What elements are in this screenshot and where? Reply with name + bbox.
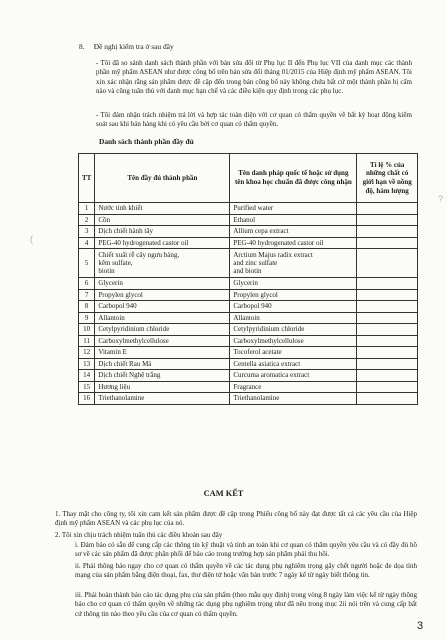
cell-ingredient-name: Dịch chiết Nghệ trắng: [95, 370, 230, 382]
ingredient-row: [79, 381, 418, 393]
ingredient-list-title: Danh sách thành phần đầy đủ: [99, 137, 194, 146]
cell-percent: [357, 289, 418, 301]
cell-tt: 14: [79, 370, 95, 382]
ingredient-row: [79, 347, 418, 359]
header-inci-name: Tên danh pháp quốc tế hoặc sử dụng tên khoa học chuẩn đã được công nhận: [230, 154, 357, 203]
cell-percent: [357, 203, 418, 215]
section-8-heading: [79, 42, 174, 51]
ingredient-table-header: [79, 154, 418, 203]
cell-ingredient-name: Allantoin: [95, 312, 230, 324]
cell-inci-name: Allium cepa extract: [230, 226, 357, 238]
cell-inci-name: PEG-40 hydrogenated castor oil: [230, 237, 357, 249]
cell-inci-name: Fragrance: [230, 381, 357, 393]
cell-percent: [357, 324, 418, 336]
ingredient-row: [79, 324, 418, 336]
cell-inci-name: Curcuma aromatica extract: [230, 370, 357, 382]
cell-percent: [357, 312, 418, 324]
cell-percent: [357, 358, 418, 370]
cell-percent: [357, 381, 418, 393]
cell-tt: 8: [79, 301, 95, 313]
cell-ingredient-name: Propylen glycol: [95, 289, 230, 301]
cell-tt: 1: [79, 203, 95, 215]
commitment-title: CAM KẾT: [203, 489, 244, 498]
margin-mark: ?: [438, 194, 444, 204]
cell-inci-name: Arctium Majus radix extract and zinc sulfate and biotin: [230, 249, 357, 278]
header-percent: Tỉ lệ % của những chất có giới hạn về nồng độ, hàm lượng: [357, 154, 418, 203]
ingredient-table: [78, 153, 418, 405]
cell-ingredient-name: PEG-40 hydrogenated castor oil: [95, 237, 230, 249]
cell-percent: [357, 226, 418, 238]
cell-tt: 3: [79, 226, 95, 238]
ingredient-row: [79, 237, 418, 249]
cell-ingredient-name: Triethanolamine: [95, 393, 230, 405]
cell-tt: 2: [79, 214, 95, 226]
cell-tt: 4: [79, 237, 95, 249]
cell-percent: [357, 301, 418, 313]
ingredient-row: [79, 312, 418, 324]
cell-ingredient-name: Cồn: [95, 214, 230, 226]
cell-tt: 13: [79, 358, 95, 370]
ingredient-row: [79, 370, 418, 382]
header-tt: TT: [79, 154, 95, 203]
cell-inci-name: Allantoin: [230, 312, 357, 324]
margin-mark: (: [30, 234, 33, 244]
cell-inci-name: Purified water: [230, 203, 357, 215]
cell-inci-name: Propylen glycol: [230, 289, 357, 301]
cell-percent: [357, 393, 418, 405]
cell-percent: [357, 278, 418, 290]
cell-ingredient-name: Chiết xuất rễ cây ngưu bàng, kẽm sulfate, biotin: [95, 249, 230, 278]
cell-percent: [357, 335, 418, 347]
cell-tt: 12: [79, 347, 95, 359]
cell-percent: [357, 237, 418, 249]
section-8-title: Đề nghị kiểm tra ở sau đây: [93, 42, 174, 51]
cell-ingredient-name: Vitamin E: [95, 347, 230, 359]
ingredient-row: [79, 393, 418, 405]
ingredient-row: [79, 335, 418, 347]
ingredient-row: [79, 278, 418, 290]
ingredient-row: [79, 214, 418, 226]
commitment-item-2: 2. Tôi xin chịu trách nhiệm tuân thủ các điều khoản sau đây: [55, 531, 223, 539]
cell-percent: [357, 347, 418, 359]
commitment-item-1: 1. Thay mặt cho công ty, tôi xin cam kết sản phẩm được đề cập trong Phiếu công bố này đạt được tất cả các yêu cầu của Hiệp định mỹ phẩm ASEAN và các phụ lục của nó.: [55, 510, 417, 528]
commitment-subitem-ii: ii. Phải thông báo ngay cho cơ quan có thẩm quyền về các tác dụng phụ nghiêm trọng gây chết người hoặc đe dọa tính mạng của sản phẩm bằng điện thoại, fax, thư điện tử hoặc văn bản trước 7 ngày kể từ ngày biết thông tin.: [75, 562, 417, 580]
cell-ingredient-name: Dịch chiết Rau Má: [95, 358, 230, 370]
cell-inci-name: Cetylpyridinium chloride: [230, 324, 357, 336]
cell-inci-name: Tocoferol acetate: [230, 347, 357, 359]
cell-tt: 5: [79, 249, 95, 278]
cell-inci-name: Centella asiatica extract: [230, 358, 357, 370]
cell-percent: [357, 214, 418, 226]
section-8-paragraph-1: - Tôi đã so sánh danh sách thành phần với bản sửa đổi từ Phụ lục II đến Phụ lục VII của danh mục các thành phần mỹ phẩm ASEAN như được công bố trên bản sửa đổi tháng 01/2015 của Hiệp định mỹ phẩm ASEAN. Tôi xin xác nhận rằng sản phẩm được đề cập đến trong bản công bố này không chứa bất cứ một thành phần bị cấm nào và cũng tuân thủ với danh mục hạn chế và các điều kiện quy định trong các phụ lục.: [96, 59, 412, 96]
section-8-paragraph-2: - Tôi đảm nhận trách nhiệm trả lời và hợp tác toàn diện với cơ quan có thẩm quyền về bất kỳ hoạt động kiểm soát sau khi bán hàng khi có yêu cầu bởi cơ quan có thẩm quyền.: [96, 111, 412, 129]
cell-percent: [357, 370, 418, 382]
cell-ingredient-name: Dịch chiết hành tây: [95, 226, 230, 238]
cell-ingredient-name: Cetylpyridinium chloride: [95, 324, 230, 336]
cell-ingredient-name: Nước tinh khiết: [95, 203, 230, 215]
ingredient-row: [79, 358, 418, 370]
cell-ingredient-name: Carboxylmethylcellulose: [95, 335, 230, 347]
commitment-subitem-iii: iii. Phải hoàn thành báo cáo tác dụng phụ của sản phẩm (theo mẫu quy định) trong vòng 8 ngày làm việc kể từ ngày thông báo cho cơ quan có thẩm quyền về những tác dụng phụ nghiêm trọng như đã nêu trong mục 2ii nói trên và cung cấp bất cứ thông tin nào theo yêu cầu của cơ quan có thẩm quyền.: [75, 591, 417, 618]
cell-tt: 11: [79, 335, 95, 347]
cell-ingredient-name: Carbopol 940: [95, 301, 230, 313]
cell-percent: [357, 249, 418, 278]
ingredient-row: [79, 203, 418, 215]
cell-tt: 9: [79, 312, 95, 324]
cell-inci-name: Carbopol 940: [230, 301, 357, 313]
cell-tt: 15: [79, 381, 95, 393]
commitment-subitem-i: i. Đảm bảo có sẵn để cung cấp các thông tin kỹ thuật và tính an toàn khi cơ quan có thẩm quyền yêu cầu và có đầy đủ hồ sơ về các sản phẩm đã được phân phối để báo cáo trong trường hợp sản phẩm phải thu hồi.: [75, 541, 417, 559]
ingredient-row: [79, 289, 418, 301]
ingredient-row: [79, 226, 418, 238]
section-8-number: 8.: [79, 42, 85, 51]
header-ingredient-name: Tên đầy đủ thành phần: [95, 154, 230, 203]
cell-tt: 7: [79, 289, 95, 301]
cell-inci-name: Triethanolamine: [230, 393, 357, 405]
cell-tt: 10: [79, 324, 95, 336]
ingredient-row: [79, 249, 418, 278]
cell-tt: 16: [79, 393, 95, 405]
cell-inci-name: Carboxylmethylcellulose: [230, 335, 357, 347]
ingredient-row: [79, 301, 418, 313]
cell-tt: 6: [79, 278, 95, 290]
page-number: 3: [417, 620, 424, 632]
cell-ingredient-name: Hương liệu: [95, 381, 230, 393]
ingredient-table-body: [79, 203, 418, 405]
cell-ingredient-name: Glycerin: [95, 278, 230, 290]
cell-inci-name: Glycerin: [230, 278, 357, 290]
cell-inci-name: Ethanol: [230, 214, 357, 226]
